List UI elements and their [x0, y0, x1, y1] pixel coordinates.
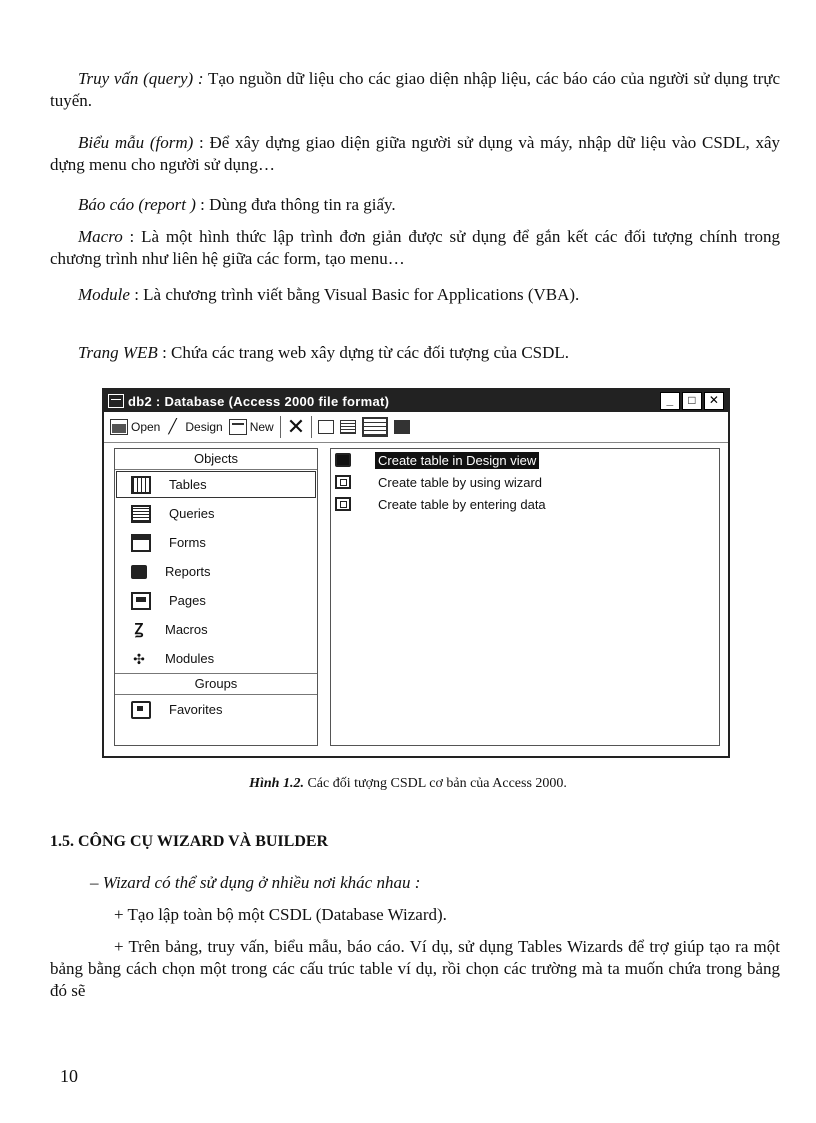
- object-label: Forms: [169, 535, 206, 550]
- form-icon: [131, 534, 151, 552]
- object-label: Queries: [169, 506, 215, 521]
- wizard-item-2: + Trên bảng, truy vấn, biểu mẫu, báo cáo. Ví dụ, sử dụng Tables Wizards để trợ giúp tạo ra một bảng bằng cách chọn một trong các cấu trúc table ví dụ, rồi chọn các trường mà ta muốn chứa trong bảng đó sẽ: [50, 937, 780, 1000]
- toolbar-separator: [280, 416, 281, 438]
- object-label: Macros: [165, 622, 208, 637]
- page-number: 10: [60, 1066, 78, 1086]
- term-module: Module: [78, 285, 130, 304]
- paragraph-report: [50, 194, 780, 216]
- design-view-icon: [335, 453, 351, 467]
- database-window: [102, 388, 730, 758]
- object-label: Tables: [169, 477, 207, 492]
- large-icons-view-icon[interactable]: [318, 420, 334, 434]
- macro-icon: Ꙁ: [134, 620, 144, 638]
- term-report: Báo cáo (report ): [78, 195, 196, 214]
- report-icon: [131, 565, 147, 579]
- list-item-design-view[interactable]: [331, 449, 719, 471]
- new-button[interactable]: [229, 419, 274, 435]
- datasheet-icon: [335, 497, 351, 511]
- design-icon: [166, 420, 182, 434]
- database-icon: [108, 394, 124, 408]
- object-item-queries[interactable]: [115, 499, 317, 528]
- text-query: Tạo nguồn dữ liệu cho các giao diện nhập liệu, các báo cáo của người sử dụng trực tuyến.: [50, 69, 780, 110]
- minimize-button[interactable]: _: [660, 392, 680, 410]
- design-button[interactable]: [166, 420, 222, 434]
- object-item-tables[interactable]: [115, 470, 317, 499]
- objects-header[interactable]: Objects: [115, 449, 317, 470]
- object-item-modules[interactable]: [115, 644, 317, 673]
- list-item-entering-data[interactable]: [331, 493, 719, 515]
- object-list: [330, 448, 720, 746]
- wizard-icon: [335, 475, 351, 489]
- group-label: Favorites: [169, 702, 223, 717]
- window-title: db2 : Database (Access 2000 file format): [128, 393, 390, 409]
- open-button[interactable]: [110, 419, 160, 435]
- wizard-item-1: + Tạo lập toàn bộ một CSDL (Database Wizard).: [114, 905, 447, 924]
- module-icon: ✣: [133, 650, 145, 667]
- term-form: Biểu mẫu (form): [78, 133, 194, 152]
- open-icon: [110, 419, 128, 435]
- maximize-button[interactable]: □: [682, 392, 702, 410]
- text-module: : Là chương trình viết bằng Visual Basic for Applications (VBA).: [129, 285, 580, 304]
- new-icon: [229, 419, 247, 435]
- table-icon: [131, 476, 151, 494]
- objects-bar: [114, 448, 318, 746]
- paragraph-query: [50, 68, 780, 112]
- close-button[interactable]: ✕: [704, 392, 724, 410]
- toolbar-separator: [311, 416, 312, 438]
- figure-caption: [0, 776, 816, 792]
- figure-label: Hình 1.2.: [249, 776, 304, 791]
- list-item-label: Create table in Design view: [375, 452, 539, 469]
- toolbar: [104, 412, 728, 443]
- term-web: Trang WEB: [78, 343, 158, 362]
- design-label: Design: [185, 420, 223, 434]
- section-title: 1.5. CÔNG CỤ WIZARD VÀ BUILDER: [50, 833, 329, 850]
- paragraph-module: [50, 284, 780, 306]
- term-macro: Macro: [78, 227, 123, 246]
- delete-button[interactable]: ✕: [286, 414, 306, 439]
- page-icon: [131, 592, 151, 610]
- list-item-wizard[interactable]: [331, 471, 719, 493]
- object-label: Pages: [169, 593, 206, 608]
- caption-text: Các đối tượng CSDL cơ bản của Access 2000.: [303, 776, 567, 791]
- text-report: : Dùng đưa thông tin ra giấy.: [195, 195, 396, 214]
- object-item-reports[interactable]: [115, 557, 317, 586]
- wizard-intro: – Wizard có thể sử dụng ở nhiều nơi khác nhau :: [90, 873, 421, 892]
- text-form: : Để xây dựng giao diện giữa người sử dụng và máy, nhập dữ liệu vào CSDL, xây dựng menu cho người sử dụng…: [50, 133, 780, 174]
- favorites-folder-icon: [131, 701, 151, 719]
- window-titlebar[interactable]: [104, 390, 728, 412]
- list-item-label: Create table by using wizard: [378, 474, 543, 490]
- text-macro: : Là một hình thức lập trình đơn giản được sử dụng để gắn kết các đối tượng chính trong chương trình như liên hệ giữa các form, tạo menu…: [50, 227, 780, 268]
- open-label: Open: [131, 420, 161, 434]
- text-web: : Chứa các trang web xây dựng từ các đối tượng của CSDL.: [157, 343, 570, 362]
- query-icon: [131, 505, 151, 523]
- paragraph-form: [50, 132, 780, 176]
- paragraph-web: [50, 342, 780, 364]
- details-view-icon[interactable]: [394, 420, 410, 434]
- object-label: Reports: [165, 564, 211, 579]
- new-label: New: [249, 420, 274, 434]
- list-item-label: Create table by entering data: [378, 496, 546, 512]
- object-item-forms[interactable]: [115, 528, 317, 557]
- groups-header[interactable]: Groups: [115, 673, 317, 695]
- object-label: Modules: [165, 651, 215, 666]
- group-item-favorites[interactable]: [115, 695, 317, 724]
- small-icons-view-icon[interactable]: [340, 420, 356, 434]
- term-query: Truy vấn (query) :: [78, 69, 204, 88]
- object-item-macros[interactable]: [115, 615, 317, 644]
- object-item-pages[interactable]: [115, 586, 317, 615]
- list-view-icon[interactable]: [362, 417, 388, 437]
- paragraph-macro: [50, 226, 780, 270]
